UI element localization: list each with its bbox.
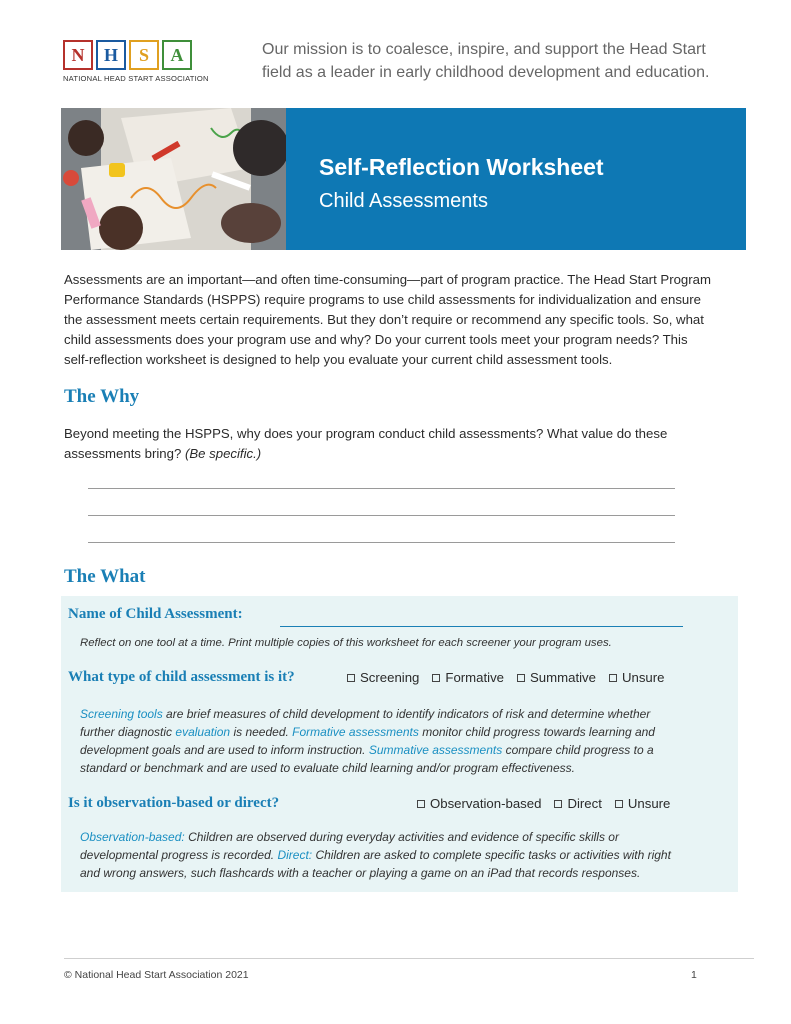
- children-drawing-photo: [61, 108, 286, 250]
- checkbox[interactable]: [609, 674, 617, 682]
- checkbox[interactable]: [517, 674, 525, 682]
- mission-statement: [262, 38, 752, 84]
- why-question: [64, 424, 724, 464]
- type-desc-line-3: [80, 741, 730, 759]
- desc-text: developmental progress is recorded.: [80, 848, 278, 862]
- option-label: Unsure: [621, 670, 665, 685]
- option-label: Summative: [530, 670, 596, 685]
- desc-text: are brief measures of child development to identify indicators of risk and determine whether: [162, 707, 651, 721]
- option-label: Direct: [567, 796, 602, 811]
- logo-letter-a: A: [162, 40, 192, 70]
- footer-copyright: © National Head Start Association 2021: [64, 969, 249, 981]
- desc-text: development goals and are used to inform instruction.: [80, 743, 369, 757]
- screening-term: Screening tools: [80, 707, 163, 721]
- banner-title-block: [286, 108, 746, 250]
- option-label: Screening: [360, 670, 420, 685]
- option-label: Formative: [445, 670, 505, 685]
- option-direct[interactable]: [554, 796, 601, 811]
- mission-line-1: Our mission is to coalesce, inspire, and support the Head Start: [262, 41, 706, 58]
- reflect-note: Reflect on one tool at a time. Print multiple copies of this worksheet for each screener your program uses.: [80, 637, 612, 649]
- type-description: [80, 705, 730, 777]
- obs-desc-line-1: [80, 828, 730, 846]
- direct-term: Direct:: [277, 848, 313, 862]
- obs-description: [80, 828, 730, 882]
- option-unsure[interactable]: [609, 670, 665, 685]
- intro-line: Assessments are an important—and often time-consuming—part of program practice. The Head Start Program: [64, 272, 711, 287]
- logo-blocks: [63, 40, 213, 70]
- type-desc-line-1: [80, 705, 730, 723]
- obs-question-label: Is it observation-based or direct?: [68, 795, 280, 811]
- checkbox[interactable]: [432, 674, 440, 682]
- why-question-note: (Be specific.): [184, 446, 262, 461]
- option-formative[interactable]: [432, 670, 504, 685]
- intro-line: the assessment meets certain requirements. But they don’t require or recommend any specific tools. So, what: [64, 312, 704, 327]
- option-label: Observation-based: [430, 796, 542, 811]
- worksheet-subtitle: Child Assessments: [319, 190, 488, 212]
- type-options: [347, 670, 678, 685]
- intro-line: child assessments does your program use and why? Do your current tools meet your program needs? This: [64, 332, 688, 347]
- answer-line-1[interactable]: [88, 488, 675, 489]
- answer-line-2[interactable]: [88, 515, 675, 516]
- logo-tagline: NATIONAL HEAD START ASSOCIATION: [63, 74, 209, 83]
- intro-line: self-reflection worksheet is designed to help you evaluate your current child assessment tools.: [64, 352, 613, 367]
- page-number: 1: [691, 969, 697, 981]
- why-question-line-2: [64, 444, 724, 464]
- desc-text: Children are asked to complete specific tasks or activities with right: [312, 848, 671, 862]
- checkbox[interactable]: [554, 800, 562, 808]
- checkbox[interactable]: [417, 800, 425, 808]
- obs-desc-line-3: and wrong answers, such flashcards with a teacher or playing a game on an iPad that records responses.: [80, 866, 641, 880]
- answer-line-3[interactable]: [88, 542, 675, 543]
- mission-line-2: field as a leader in early childhood development and education.: [262, 64, 710, 81]
- why-heading: The Why: [64, 386, 140, 407]
- summative-term: Summative assessments: [368, 743, 503, 757]
- assessment-name-label: Name of Child Assessment:: [68, 606, 243, 622]
- why-question-text: assessments bring?: [64, 446, 182, 461]
- nhsa-logo: [63, 40, 213, 86]
- intro-line: Performance Standards (HSPPS) require programs to use child assessments for individualization and ensure: [64, 292, 701, 307]
- type-desc-line-4: standard or benchmark and are used to evaluate child learning and/or program effectiveness.: [80, 761, 575, 775]
- type-question-label: What type of child assessment is it?: [68, 669, 295, 685]
- logo-letter-s: S: [129, 40, 159, 70]
- obs-desc-line-2: [80, 846, 730, 864]
- desc-text: monitor child progress towards learning and: [418, 725, 655, 739]
- why-question-line-1: Beyond meeting the HSPPS, why does your program conduct child assessments? What value do these: [64, 426, 668, 441]
- option-screening[interactable]: [347, 670, 419, 685]
- option-summative[interactable]: [517, 670, 596, 685]
- intro-paragraph: [64, 270, 746, 370]
- worksheet-title: Self-Reflection Worksheet: [319, 154, 604, 180]
- option-unsure[interactable]: [615, 796, 671, 811]
- obs-options: [417, 796, 683, 811]
- evaluation-term: evaluation: [175, 725, 231, 739]
- checkbox[interactable]: [615, 800, 623, 808]
- option-observation-based[interactable]: [417, 796, 541, 811]
- option-label: Unsure: [627, 796, 671, 811]
- formative-term: Formative assessments: [292, 725, 419, 739]
- logo-letter-n: N: [63, 40, 93, 70]
- title-banner: [61, 108, 746, 250]
- type-desc-line-2: [80, 723, 730, 741]
- photo-illustration: [61, 108, 286, 250]
- desc-text: further diagnostic: [80, 725, 176, 739]
- desc-text: Children are observed during everyday activities and evidence of specific skills or: [184, 830, 619, 844]
- checkbox[interactable]: [347, 674, 355, 682]
- what-heading: The What: [64, 566, 146, 587]
- footer-divider: [64, 958, 754, 959]
- observation-term: Observation-based:: [80, 830, 185, 844]
- assessment-name-field[interactable]: [280, 626, 683, 627]
- desc-text: is needed.: [230, 725, 293, 739]
- desc-text: compare child progress to a: [502, 743, 654, 757]
- logo-letter-h: H: [96, 40, 126, 70]
